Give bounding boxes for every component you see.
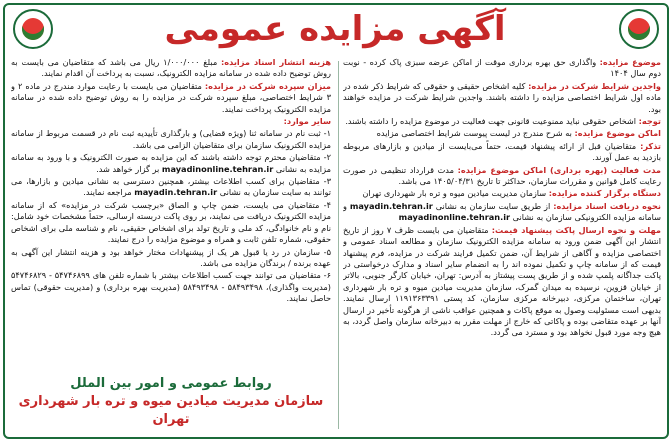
municipality-logo-icon — [619, 9, 659, 49]
column-divider — [338, 61, 339, 429]
list-item: ۵- سازمان در رد یا قبول هر یک از پیشنهادات مختار خواهد بود و هزینه انتشار این آگهی به عهده برنده / برندگان مزایده می باشد. — [11, 246, 331, 268]
other-heading: سایر موارد: — [283, 116, 331, 127]
list-item: ۶- متقاضیان می توانند جهت کسب اطلاعات بیشتر با شماره تلفن های ۵۴۷۴۶۸۹۹ - ۵۴۷۴۶۸۲۹ (مدیریت واگذاری)، ۵۸۴۹۳۴۹۸ - ۵۸۴۹۳۴۹۸ (مدیریت بهره برداری) و (مدیریت حقوقی) تماس حاصل نمایند. — [11, 270, 331, 304]
signature — [11, 375, 331, 429]
notice-frame — [3, 3, 669, 439]
page-title: آگهی مزایده عمومی — [164, 9, 506, 49]
list-item: ۱- ثبت نام در سامانه ثنا (ویژه قضایی) و بارگذاری تأییدیه ثبت نام در قسمت مربوط از سامانه مزایده الکترونیک سازمان برای متقاضیان الزامی می باشد. — [11, 128, 331, 150]
online-site-link[interactable]: mayadinonline.tehran.ir — [161, 163, 274, 174]
list-item: ۳- متقاضیان برای کسب اطلاعات بیشتر، همچنین دسترسی به نشانی میادین و بازارها، می توانند به سایت سازمان به نشانی mayadin.tehran.ir مراجعه نمایند. — [11, 176, 331, 198]
right-column — [343, 57, 661, 433]
online-site-link[interactable]: mayadinonline.tehran.ir — [398, 212, 511, 223]
site-link[interactable]: mayadin.tehran.ir — [349, 200, 433, 211]
subject-paragraph: موضوع مزایده: واگذاری حق بهره برداری موقت از اماکن عرضه سبزی پاک کرده - نوبت دوم سال ۱۴۰۴ — [343, 57, 661, 79]
organizer-paragraph: دستگاه برگزار کننده مزایده: سازمان مدیریت میادین میوه و تره بار شهرداری تهران — [362, 188, 661, 199]
fruit-logo-icon — [13, 9, 53, 49]
list-item: ۲- متقاضیان محترم توجه داشته باشند که این مزایده به صورت الکترونیک و با ورود به سامانه مزایده به نشانی mayadinonline.tehran.ir بر گزار خواهد شد. — [11, 152, 331, 174]
note-paragraph: توجه: اشخاص حقوقی نباید ممنوعیت قانونی جهت فعالیت در موضوع مزایده را داشته باشند. — [345, 116, 661, 127]
organization-name: سازمان مدیریت میادین میوه و تره بار شهرداری تهران — [18, 394, 324, 427]
deadline-paragraph: مهلت و نحوه ارسال پاکت پیشنهاد قیمت: متقاضیان می بایست ظرف ۷ روز از تاریخ انتشار این آگهی ضمن ورود به سامانه مزایده الکترونیک سازمان و مطالعه اسناد عمومی و اختصاصی مزایده و آگاهی از شرایط آن، ضمن تکمیل فرایند شرکت در مزایده، فرم پیشنهاد قیمت که از سامانه چاپ و تکمیل نموده اند را به انضمام سایر اسناد و مدارک درخواستی در پاکت جداگانه پلمپ شده و از طریق پست پیشتاز به آدرس: تهران، خیابان کارگر جنوبی، بالاتر از خیابان قزوین، نرسیده به میدان گمرک، سازمان مدیریت میادین میوه و تره بار شهرداری تهران، ساختمان مرکزی، دبیرخانه مرکزی سازمان، کد پستی ۱۱۹۱۳۶۳۳۹۱ ارسال نمایند. بدیهی است مسئولیت وصول به موقع پاکات و همچنین عواقب ناشی از هرگونه تأخیر در ارسال آنها بر عهده متقاضی بوده و پاکاتی که خارج از مهلت مقرر به دبیرخانه سازمان واصل گردد، به هیچ وجه مورد قبول نخواهد بود و مسترد می گردد. — [343, 224, 661, 338]
terms-paragraph: واجدین شرایط شرکت در مزایده: کلیه اشخاص حقیقی و حقوقی که شرایط ذکر شده در ماده اول شرایط اختصاصی مزایده را داشته باشند. واجدین شرایط شرکت در مزایده خواهند بود. — [343, 80, 661, 114]
duration-paragraph: مدت فعالیت (بهره برداری) اماکن موضوع مزایده: مدت قرارداد تنظیمی در صورت رعایت کامل قوانین و مقررات سازمان، حداکثر تا تاریخ ۱۴۰۵/۰۴/۳۱ می باشد. — [343, 164, 661, 187]
list-item: ۴- متقاضیان می بایست، ضمن چاپ و الصاق «برچسب شرکت در مزایده» که از سامانه مزایده الکترونیک دریافت می نمایند، بر روی پاکت دربسته ارسالی، حتماً مشخصات خود شامل: نام و نام خانوادگی، کد ملی و تاریخ تولد برای اشخاص حقیقی، نام و شناسه ملی برای اشخاص حقوقی، شماره تلفن ثابت و همراه و موضوع مزایده را درج نمایند. — [11, 199, 331, 245]
cost-paragraph: هزینه انتشار اسناد مزایده: مبلغ ۱/۰۰۰/۰۰۰ ریال می باشد که متقاضیان می بایست به روش توضیح داده شده در سامانه مزایده الکترونیک، نسبت به پرداخت آن اقدام نمایند. — [11, 57, 331, 79]
left-column — [11, 57, 331, 389]
docs-paragraph: نحوه دریافت اسناد مزایده: از طریق سایت سازمان به نشانی mayadin.tehran.ir و سامانه مزایده الکترونیکی سازمان به نشانی mayadinonline.tehran.ir — [343, 200, 661, 223]
header — [5, 5, 667, 57]
remark-paragraph: تذکر: متقاضیان قبل از ارائه پیشنهاد قیمت، حتماً می‌بایست از میادین و بازارهای مربوطه بازدید به عمل آورند. — [343, 140, 661, 163]
site-link[interactable]: mayadin.tehran.ir — [134, 187, 218, 198]
places-paragraph: اماکن موضوع مزایده: به شرح مندرج در لیست پیوست شرایط اختصاصی مزایده — [376, 128, 661, 139]
public-relations-label: روابط عمومی و امور بین الملل — [70, 376, 272, 391]
deposit-paragraph: میزان سپرده شرکت در مزایده: متقاضیان می بایست با رعایت موارد مندرج در ماده ۲ و ۳ شرایط اختصاصی، مبلغ سپرده شرکت در مزایده را به روش توضیح داده شده در سامانه مزایده الکترونیک پرداخت نمایند. — [11, 80, 331, 114]
